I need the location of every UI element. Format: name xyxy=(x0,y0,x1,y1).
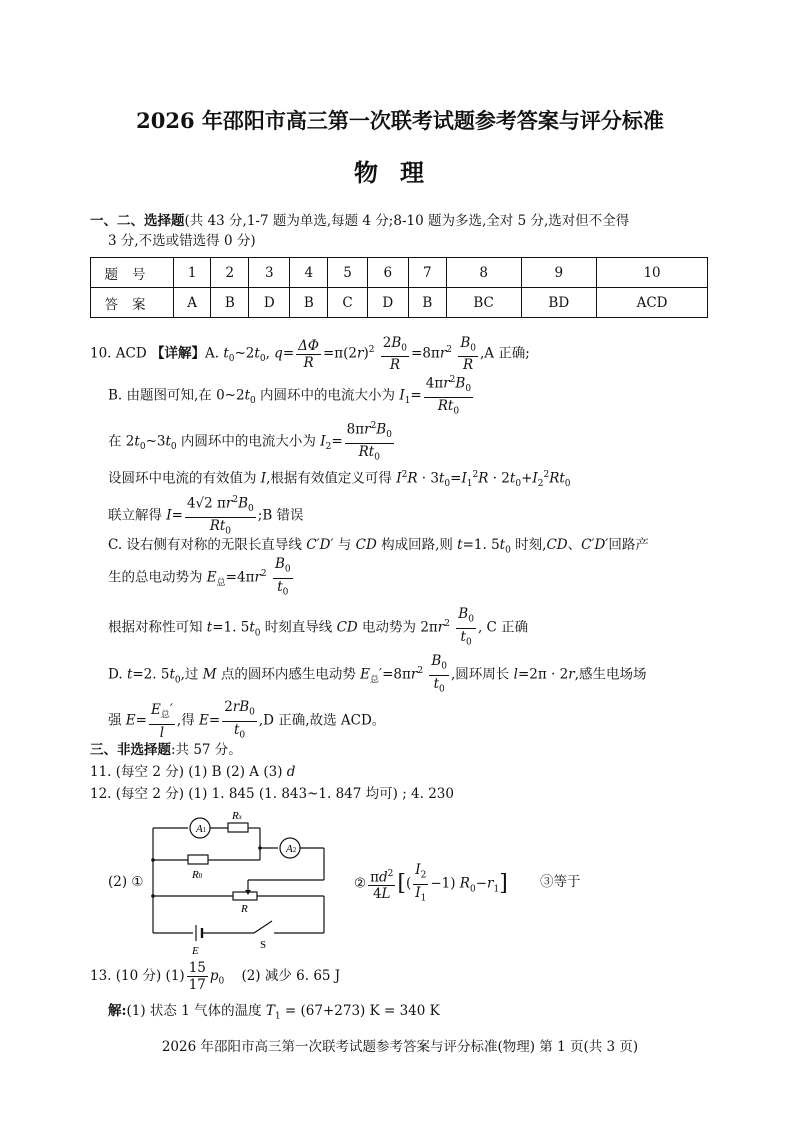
table-cell: 4 xyxy=(290,258,328,288)
table-cell: BD xyxy=(521,288,597,318)
q13-solution: 解:(1) 状态 1 气体的温度 $T_1 = (67+273) K = 340$ K xyxy=(108,1003,440,1022)
table-cell: 10 xyxy=(597,258,708,288)
fraction: $\frac{2rB_0}{t_0}$ xyxy=(224,699,255,741)
q10-line-b4: 联立解得 I= $\frac{4√2 \pi r^2B_0}{Rt_0}$ ;B 错误 xyxy=(108,492,304,540)
table-cell: ACD xyxy=(597,288,708,318)
answer-table xyxy=(90,257,708,318)
table-row-answers xyxy=(91,288,708,318)
q10-a-end: ,A 正确; xyxy=(479,345,530,362)
q10-answer: 10. ACD xyxy=(90,345,147,362)
fraction: $\frac{B_0}{t_0}$ xyxy=(458,606,474,648)
text: ;B 错误 xyxy=(257,507,304,524)
table-cell: D xyxy=(249,288,290,318)
table-cell: B xyxy=(290,288,328,318)
table-cell: A xyxy=(174,288,211,318)
text: 在 2 xyxy=(108,433,135,450)
text: 解: xyxy=(108,1003,127,1019)
text: 强 xyxy=(108,712,126,729)
text: = (67+273) K = 340 K xyxy=(280,1003,440,1019)
table-cell: 3 xyxy=(249,258,290,288)
fraction: $\frac{\pi d^2}{4L}$ xyxy=(368,866,395,903)
row-label-number: 题号 xyxy=(91,258,174,288)
table-cell: 8 xyxy=(446,258,521,288)
fraction xyxy=(187,960,208,993)
q10-line-a: 10. ACD 【详解】A. $t_0\sim 2t_0$, q= $\frac{\Delta\Phi}{R}$ $=\pi(2r)^2$ $\frac{2B_0}{R}$ $=8\pi r^2$ $\frac{B_0}{R}$ ,A 正确; xyxy=(90,334,530,374)
section1-desc-1: (共 43 分,1-7 题为单选,每题 4 分;8-10 题为多选,全对 5 分,选对但不全得 xyxy=(184,213,630,229)
q12-part2-label: (2) ① xyxy=(108,874,144,890)
q12-line1: 12. (每空 2 分) (1) 1. 845 (1. 843~1. 847 均可) ; 4. 230 xyxy=(90,786,454,802)
text: 根据对称性可知 xyxy=(108,619,207,636)
fraction: $\frac{4√2 \pi r^2B_0}{Rt_0}$ xyxy=(185,492,256,540)
q12-part3: ③等于 xyxy=(540,874,581,890)
text: 17 xyxy=(188,977,206,993)
subject-title: 物理 xyxy=(354,158,446,187)
text: 生的总电动势为 xyxy=(108,569,207,586)
table-cell: C xyxy=(328,288,367,318)
table-cell: D xyxy=(367,288,408,318)
fraction: $\frac{2B_0}{R}$ xyxy=(382,334,408,374)
text: 与 xyxy=(333,537,356,553)
text: ② xyxy=(354,875,367,892)
fraction: $\frac{B_0}{t_0}$ xyxy=(274,556,291,598)
resistor-rx-label: Rx xyxy=(232,810,242,822)
q10-a-label: A. xyxy=(204,345,224,362)
text: 时刻直导线 xyxy=(260,619,337,636)
resistor-r0-label: R0 xyxy=(192,869,203,881)
text: 15 xyxy=(188,960,206,976)
text: 回路产 xyxy=(608,537,649,553)
text: 时刻, xyxy=(510,537,547,553)
section3-heading: 三、非选择题 xyxy=(90,742,171,758)
fraction: $\frac{4\pi r^2B_0}{Rt_0}$ xyxy=(424,372,473,420)
text: (1) 状态 1 气体的温度 xyxy=(126,1003,266,1019)
table-cell: 1 xyxy=(174,258,211,288)
q10-line-c: C. 设右侧有对称的无限长直导线 C′D′ 与 CD 构成回路,则 t=1. $5t_0$ 时刻,CD、C′D′回路产 xyxy=(108,537,649,556)
table-cell: 5 xyxy=(328,258,367,288)
table-cell: B xyxy=(211,288,249,318)
section1-desc-2: 3 分,不选或错选得 0 分) xyxy=(108,233,256,249)
q10-line-b3: 设圆环中电流的有效值为 I,根据有效值定义可得 $I^2R \cdot 3t_0=I_1^2R \cdot 2t_0+I_2^2Rt_0$ xyxy=(108,470,571,490)
section1-line1 xyxy=(90,212,629,230)
fraction: $\frac{B_0}{t_0}$ xyxy=(431,653,448,695)
text: ,D 正确,故选 ACD。 xyxy=(258,712,386,729)
text: ,感生电场场 xyxy=(574,666,647,683)
q10-line-c3: 根据对称性可知 t=1. $5t_0$ 时刻直导线 CD 电动势为 $2\pi r^2$ $\frac{B_0}{t_0}$ , C 正确 xyxy=(108,606,528,651)
table-cell: BC xyxy=(446,288,521,318)
text: 设圆环中电流的有效值为 xyxy=(108,470,261,487)
switch-s-label: S xyxy=(260,939,267,951)
page-footer: 2026 年邵阳市高三第一次联考试题参考答案与评分标准(物理) 第 1 页(共 3 页) xyxy=(161,1039,639,1055)
ammeter-a1-label: A1 xyxy=(196,823,207,835)
text: 联立解得 xyxy=(108,507,167,524)
row-label-answer: 答案 xyxy=(91,288,174,318)
table-cell: 2 xyxy=(211,258,249,288)
text: d xyxy=(286,764,296,780)
q10-line-d: D. t=2. $5t_0$,过 M 点的圆环内感生电动势 $E_总'=8\pi r^2$ $\frac{B_0}{t_0}$ ,圆环周长 l=2π · 2r,感生电场场 xyxy=(108,653,646,698)
text: 电动势为 xyxy=(357,619,421,636)
q10-line-c2: 生的总电动势为 $E_总=4\pi r^2$ $\frac{B_0}{t_0}$ xyxy=(108,556,295,601)
text: 内圆环中的电流大小为 xyxy=(255,387,400,404)
page-title: 2026 年邵阳市高三第一次联考试题参考答案与评分标准 xyxy=(136,108,664,133)
q10-line-d2: 强 E= $\frac{E_总'}{l}$ ,得 E= $\frac{2rB_0}{t_0}$ ,D 正确,故选 ACD。 xyxy=(108,699,385,743)
text: D. xyxy=(108,666,127,683)
q12-part2b: ② $\frac{\pi d^2}{4L}$ [( $\frac{I_2}{I_1}$ −1) $R_0-r_1$] xyxy=(354,862,508,908)
text: ,过 xyxy=(180,666,203,683)
q11-line xyxy=(90,763,295,781)
section1-heading: 一、二、选择题 xyxy=(90,213,185,229)
q13-line: 13. (10 分) (1) $\frac{15}{17}$ $p_0$ (2) 减少 6. 65 J xyxy=(90,960,341,993)
section3-line xyxy=(90,741,242,759)
rheostat-r-label: R xyxy=(241,903,248,915)
fraction: $\frac{I_2}{I_1}$ xyxy=(415,862,427,904)
table-cell: 6 xyxy=(367,258,408,288)
text: 11. (每空 2 分) (1) B (2) A (3) xyxy=(90,764,287,780)
text: , C 正确 xyxy=(477,619,529,636)
text: p xyxy=(209,968,219,984)
text: ,根据有效值定义可得 xyxy=(266,470,397,487)
circuit-diagram xyxy=(148,808,330,958)
fraction: $\frac{E_总'}{l}$ xyxy=(150,701,173,741)
q10-line-b2: 在 $2t_0\sim 3t_0$ 内圆环中的电流大小为 $I_2=$ $\frac{8\pi r^2B_0}{Rt_0}$ xyxy=(108,418,396,466)
table-cell: 7 xyxy=(408,258,446,288)
text: (2) 减少 6. 65 J xyxy=(241,968,341,984)
text: ,圆环周长 xyxy=(451,666,514,683)
text: 13. (10 分) (1) xyxy=(90,968,185,984)
table-cell: B xyxy=(408,288,446,318)
fraction: $\frac{\Delta\Phi}{R}$ xyxy=(298,337,319,371)
table-cell: 9 xyxy=(521,258,597,288)
text: 内圆环中的电流大小为 xyxy=(176,433,321,450)
ammeter-a2-label: A2 xyxy=(286,843,297,855)
section3-desc: :共 57 分。 xyxy=(171,742,242,758)
text: 点的圆环内感生电动势 xyxy=(216,666,361,683)
detail-tag: 【详解】 xyxy=(150,345,205,362)
q10-line-b: B. 由题图可知,在 $0\sim 2t_0$ 内圆环中的电流大小为 $I_1=$ $\frac{4\pi r^2B_0}{Rt_0}$ xyxy=(108,372,475,420)
text: 构成回路,则 xyxy=(376,537,458,553)
table-row-numbers xyxy=(91,258,708,288)
text: B. 由题图可知,在 0~2 xyxy=(108,387,245,404)
text: C. 设右侧有对称的无限长直导线 xyxy=(108,537,307,553)
fraction: $\frac{B_0}{R}$ xyxy=(460,334,476,374)
battery-e-label: E xyxy=(192,945,199,957)
fraction: $\frac{8\pi r^2B_0}{Rt_0}$ xyxy=(345,418,394,466)
